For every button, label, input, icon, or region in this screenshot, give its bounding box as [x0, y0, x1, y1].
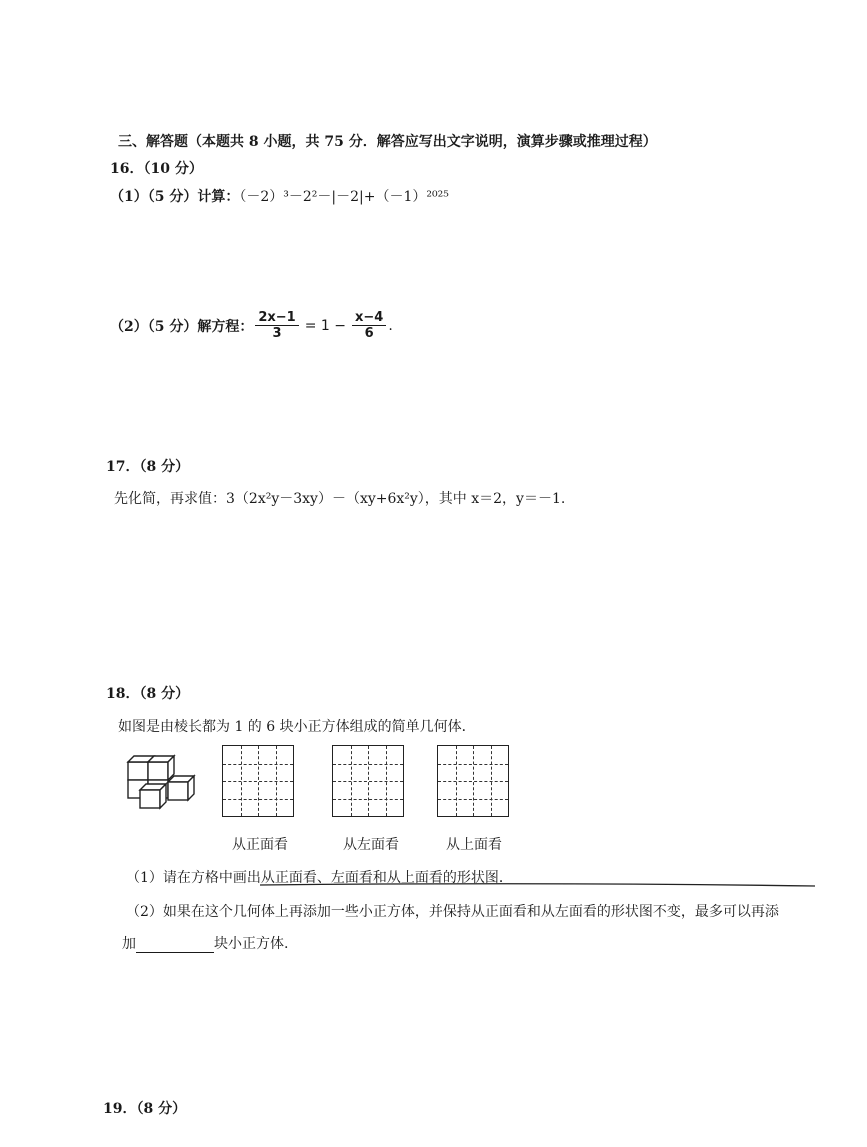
q16-part2-prefix: （2）（5 分）解方程： [110, 318, 254, 335]
cube [148, 762, 168, 780]
caption-top-view: 从上面看 [446, 837, 502, 853]
pen-stroke [260, 880, 820, 890]
q16-fraction-left-numerator: 2x−1 [255, 310, 298, 326]
q16-label: 16．（10 分） [110, 161, 203, 177]
q19-label: 19．（8 分） [103, 1101, 187, 1117]
q16-equation-middle: = 1 − [304, 317, 347, 334]
q18-part2-line1: （2）如果在这个几何体上再添加一些小正方体，并保持从正面看和从左面看的形状图不变，最多可以再添 [126, 904, 779, 920]
caption-left-view: 从左面看 [343, 837, 399, 853]
q16-fraction-left [255, 310, 298, 341]
q16-part2 [110, 310, 393, 341]
q16-part1-prefix: （1）（5 分）计算： [110, 189, 240, 205]
section-heading: 三、解答题（本题共 8 小题，共 75 分．解答应写出文字说明，演算步骤或推理过程） [118, 134, 657, 150]
q18-part2-line2 [122, 933, 288, 953]
q16-part1-expression: （－2）³－2²－|－2|+（－1）²⁰²⁵ [239, 189, 449, 205]
cube-figure [120, 752, 202, 812]
q17-text: 先化简，再求值：3（2x²y－3xy）－（xy+6x²y），其中 x＝2，y＝－1. [114, 491, 566, 507]
q16-fraction-right-denominator: 6 [364, 326, 374, 341]
q18-intro: 如图是由棱长都为 1 的 6 块小正方体组成的简单几何体． [118, 719, 476, 735]
cube [140, 790, 160, 808]
cube [168, 782, 188, 800]
q18-label: 18．（8 分） [106, 686, 190, 702]
grid-front-view[interactable] [222, 745, 294, 817]
q18-part2-post: 块小正方体. [214, 936, 289, 952]
answer-blank[interactable] [136, 938, 214, 953]
q16-fraction-left-denominator: 3 [272, 326, 282, 341]
q18-part2-pre: 加 [122, 936, 136, 952]
q18-part1: （1）请在方格中画出从正面看、左面看和从上面看的形状图． [126, 870, 513, 886]
q17-label: 17．（8 分） [106, 459, 190, 475]
caption-front-view: 从正面看 [232, 837, 288, 853]
q16-part1 [110, 186, 449, 206]
cube [128, 762, 148, 780]
q16-fraction-right-numerator: x−4 [352, 310, 386, 326]
grid-top-view[interactable] [437, 745, 509, 817]
q16-equation-end: . [388, 317, 393, 334]
q16-fraction-right [352, 310, 386, 341]
grid-left-view[interactable] [332, 745, 404, 817]
